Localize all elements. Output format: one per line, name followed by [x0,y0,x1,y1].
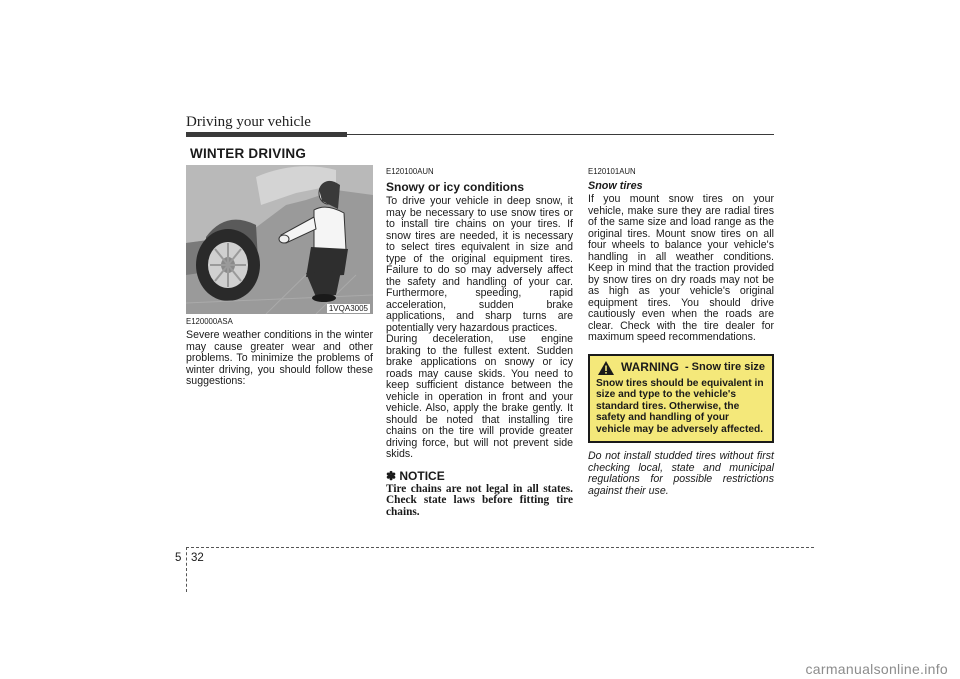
footer-tick [186,547,187,592]
intro-paragraph: Severe weather conditions in the winter may cause greater wear and other problems. To minimize the problems of winter driving, you should follow these suggestions: [186,329,373,387]
tire-illustration [186,165,373,314]
paragraph: To drive your vehicle in deep snow, it may be necessary to use snow tires or to install tire chains on your tires. If snow tires are needed, it is necessary to select tires equivalent in size and type of the original equipment tires. Failure to do so may adversely affect the safety and handling of your car. Furthermore, speeding, rapid acceleration, sudden brake applications, and sharp turns are potentially very hazardous practices. [386,195,573,334]
header-rule-line [347,134,774,135]
column-1 [186,317,373,388]
running-header: Driving your vehicle [186,114,311,130]
figure-label: 1VQA3005 [328,304,368,313]
notice-text: Tire chains are not legal in all states. Check state laws before fitting tire chains. [386,482,573,519]
chapter-number: 5 [175,552,182,564]
header-rule-dark [186,132,347,137]
figure-tire-chains [186,165,373,314]
warning-triangle-icon [597,360,615,376]
warning-header [596,360,766,376]
warning-subtitle: - Snow tire size [684,360,766,373]
paragraph: If you mount snow tires on your vehicle, make sure they are radial tires of the same size and load range as the original tires. Mount snow tires on all four wheels to balance your vehicle's handling in all weather conditions. Keep in mind that the traction provided by snow tires on dry roads may not be as high as your vehicle's original equipment tires. You should drive cautiously even when the roads are clear. Check with the tire dealer for maximum speed recommendations. [588,193,774,343]
studded-tires-note: Do not install studded tires without first checking local, state and municipal regulations for possible restrictions against their use. [588,450,774,497]
page-number: 32 [191,552,204,564]
section-code: E120000ASA [186,317,233,326]
section-code: E120101AUN [588,167,636,176]
warning-box [588,354,774,444]
warning-title: WARNING [620,359,679,374]
column-2 [386,167,573,519]
section-title: WINTER DRIVING [190,146,307,161]
section-code: E120100AUN [386,167,434,176]
subsection-heading: Snowy or icy conditions [386,180,525,194]
watermark: carmanualsonline.info [805,661,948,677]
column-3 [588,167,774,497]
footer-rule [186,547,814,548]
subsection-heading: Snow tires [588,180,643,192]
notice-heading: ✽ NOTICE [386,468,445,483]
warning-text: Snow tires should be equivalent in size and type to the vehicle's standard tires. Otherwise, the safety and handling of your vehicle may be adversely affected. [596,377,764,435]
paragraph: During deceleration, use engine braking to the fullest extent. Sudden brake applications on snowy or icy roads may cause skids. You need to keep sufficient distance between the vehicle in operation in front and your vehicle. Also, apply the brake gently. It should be noted that installing tire chains on the tire will provide greater driving force, but will not prevent side skids. [386,333,573,460]
